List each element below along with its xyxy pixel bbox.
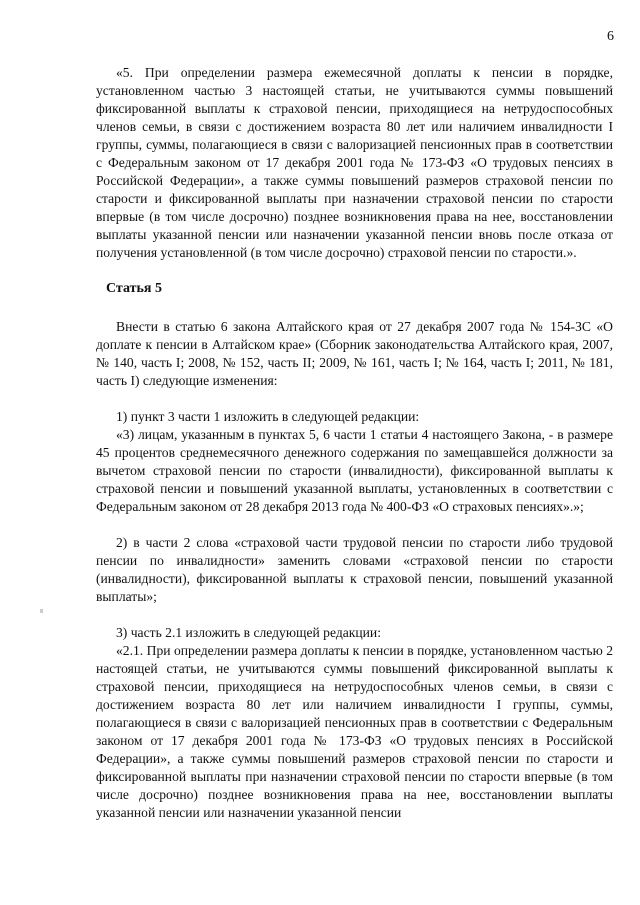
article-heading: Статья 5 <box>106 281 162 296</box>
page-number: 6 <box>607 29 614 44</box>
item-3-text-paragraph: «2.1. При определении размера доплаты к пенсии в порядке, установленном частью 2 настоящей статьи, не учитываются суммы повышений фиксированной выплаты к страховой пенсии, приходящиеся на нетрудоспособных членов семьи, в связи с достижением возраста 80 лет или наличием инвалидности I группы, суммы, полагающиеся в связи с валоризацией пенсионных прав в соответствии с Федеральным законом от 17 декабря 2001 года № 173-ФЗ «О трудовых пенсиях в Российской Федерации», а также суммы повышений размеров страховой пенсии по старости и фиксированной выплаты при назначении страховой пенсии по старости впервые (в том числе досрочно) позднее возникновения права на нее, восстановлении выплаты указанной пенсии или назначении указанной пенсии <box>96 643 613 820</box>
article-intro-paragraph: Внести в статью 6 закона Алтайского края от 27 декабря 2007 года № 154-ЗС «О доплате к пенсии в Алтайском крае» (Сборник законодательства Алтайского края, 2007, № 140, часть I; 2008, № 152, часть II; 2009, № 161, часть I; № 164, часть I; 2011, № 181, часть I) следующие изменения: <box>96 319 613 388</box>
document-body <box>96 64 613 822</box>
item-2-paragraph: 2) в части 2 слова «страховой части трудовой пенсии по старости либо трудовой пенсии по инвалидности» заменить словами «страховой пенсии по старости (инвалидности), фиксированной выплаты к страховой пенсии, повышений указанной выплаты»; <box>96 535 613 604</box>
item-1-paragraph: 1) пункт 3 части 1 изложить в следующей редакции: <box>116 409 420 424</box>
amendment-paragraph: «5. При определении размера ежемесячной доплаты к пенсии в порядке, установленном частью 3 настоящей статьи, не учитываются суммы повышений фиксированной выплаты к страховой пенсии, приходящиеся на нетрудоспособных членов семьи, в связи с достижением возраста 80 лет или наличием инвалидности I группы, суммы, полагающиеся в связи с валоризацией пенсионных прав в соответствии с Федеральным законом от 17 декабря 2001 года № 173-ФЗ «О трудовых пенсиях в Российской Федерации», а также суммы повышений размеров страховой пенсии по старости и фиксированной выплаты при назначении страховой пенсии по старости впервые (в том числе досрочно) позднее возникновения права на нее, восстановлении выплаты указанной пенсии или назначении указанной пенсии вновь после отказа от получения установленной (в том числе досрочно) страховой пенсии по старости.». <box>96 65 613 260</box>
scan-mark <box>40 609 43 613</box>
item-3-paragraph: 3) часть 2.1 изложить в следующей редакции: <box>116 625 381 640</box>
item-1-text-paragraph: «3) лицам, указанным в пунктах 5, 6 части 1 статьи 4 настоящего Закона, - в размере 45 процентов среднемесячного денежного содержания по замещавшейся должности за вычетом страховой пенсии по старости (инвалидности), фиксированной выплаты к страховой пенсии и повышений указанной выплаты, установленных в соответствии с Федеральным законом от 28 декабря 2013 года № 400-ФЗ «О страховых пенсиях».»; <box>96 427 613 514</box>
